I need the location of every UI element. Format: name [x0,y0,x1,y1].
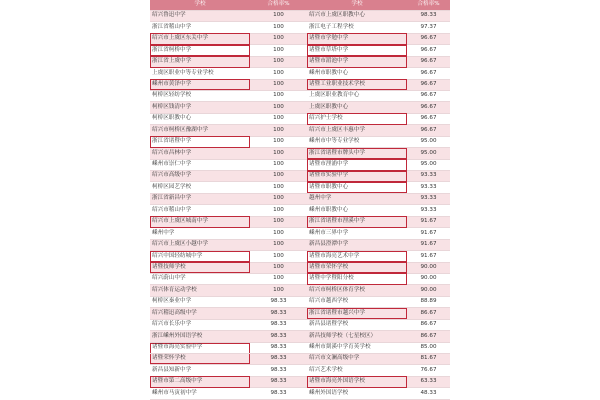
pass-rate-cell: 90.00 [407,285,450,296]
school-name-cell: 浙江省稽山中学 [150,22,250,33]
school-name-cell: 绍兴市稽山中学 [150,205,250,216]
pass-rate-cell: 98.33 [250,308,307,319]
pass-rate-cell: 100 [250,45,307,56]
pass-rate-cell: 98.33 [250,296,307,307]
school-name-cell: 上虞区职教中心 [307,102,407,113]
school-name-cell: 诸暨市学勉中学 [307,33,407,44]
table-row [150,113,307,124]
school-name-cell: 柯桥区秦业中学 [150,296,250,307]
pass-rate-cell: 100 [250,148,307,159]
table-row [150,171,307,182]
table-row [150,273,307,284]
school-name-cell: 新昌县澄潭中学 [307,239,407,250]
table-row [307,342,450,353]
school-name-cell: 绍兴市柯桥区体育学校 [307,285,407,296]
school-name-cell: 绍兴市上虞区小越中学 [150,239,250,250]
school-name-cell: 嵊州市中等专业学校 [307,136,407,147]
school-name-cell: 嵊州中学 [150,228,250,239]
pass-rate-cell: 76.67 [407,365,450,376]
school-name-cell: 柯桥区园艺学校 [150,182,250,193]
school-name-cell: 上虞区职业教育中心 [307,90,407,101]
right-table-body [307,10,450,399]
pass-rate-cell: 93.33 [407,171,450,182]
school-name-cell: 绍兴市上虞区丰惠中学 [307,125,407,136]
school-name-cell: 绍兴市越西学校 [307,296,407,307]
school-name-cell: 诸暨市湄池中学 [307,56,407,67]
pass-rate-cell: 93.33 [407,182,450,193]
school-name-cell: 绍兴市上虞区职教中心 [307,10,407,21]
school-name-cell: 绍兴市柯桥区豫湖中学 [150,125,250,136]
pass-rate-cell: 91.67 [407,239,450,250]
school-name-cell: 嵊州市黄泽中学 [150,79,250,90]
pass-rate-cell: 100 [250,136,307,147]
pass-rate-cell: 100 [250,125,307,136]
table-row [307,45,450,56]
school-name-cell: 绍兴艺术学校 [307,365,407,376]
table-row [150,79,307,90]
table-row [307,193,450,204]
table-row [307,79,450,90]
pass-rate-cell: 98.33 [250,376,307,387]
table-row [150,182,307,193]
pass-rate-cell: 100 [250,22,307,33]
school-name-cell: 绍兴护士学校 [307,113,407,124]
pass-rate-cell: 98.33 [250,331,307,342]
table-row [150,10,307,21]
table-row [307,308,450,319]
school-name-cell: 嵊州市职教中心 [307,205,407,216]
school-name-cell: 绍兴中国轻纺城中学 [150,251,250,262]
table-row [307,239,450,250]
rate-header: 合格率% [250,0,307,10]
table-row [150,331,307,342]
school-name-cell: 浙江省上虞中学 [150,56,250,67]
pass-rate-cell: 91.67 [407,251,450,262]
pass-rate-cell: 100 [250,262,307,273]
pass-rate-cell: 100 [250,193,307,204]
table-row [307,148,450,159]
table-row [150,216,307,227]
school-name-cell: 越州中学 [307,193,407,204]
table-row [150,136,307,147]
table-row [150,68,307,79]
table-row [307,56,450,67]
table-row [150,376,307,387]
pass-rate-cell: 90.00 [407,262,450,273]
table-row [307,136,450,147]
school-name-cell: 诸暨市海亮实验中学 [150,342,250,353]
pass-rate-cell: 98.33 [250,354,307,365]
table-row [150,90,307,101]
pass-rate-cell: 96.67 [407,56,450,67]
pass-rate-cell: 98.33 [250,388,307,400]
table-row [150,342,307,353]
school-name-cell: 柯桥区钱清中学 [150,102,250,113]
table-row [307,388,450,400]
table-row [307,354,450,365]
left-header-row [150,0,307,10]
school-name-cell: 浙江省柯桥中学 [150,45,250,56]
table-row [150,308,307,319]
school-name-cell: 浙江嵊州外国语学校 [150,331,250,342]
pass-rate-cell: 95.00 [407,136,450,147]
table-row [150,262,307,273]
pass-rate-cell: 93.33 [407,205,450,216]
pass-rate-cell: 81.67 [407,354,450,365]
table-row [150,319,307,330]
pass-rate-cell: 48.33 [407,388,450,400]
pass-rate-cell: 85.00 [407,342,450,353]
table-row [307,376,450,387]
school-name-cell: 绍兴鲁迅中学 [150,10,250,21]
pass-rate-cell: 88.89 [407,296,450,307]
pass-rate-cell: 98.33 [250,319,307,330]
right-table [307,0,450,400]
school-name-cell: 嵊州市马寅初中学 [150,388,250,400]
table-row [307,159,450,170]
table-row [150,388,307,400]
school-name-cell: 诸暨市海亮外国语学校 [307,376,407,387]
school-name-cell: 浙江省诸暨市越兴中学 [307,308,407,319]
pass-rate-cell: 96.67 [407,102,450,113]
school-name-cell: 嵊州市职教中心 [307,68,407,79]
table-row [307,216,450,227]
pass-rate-cell: 100 [250,228,307,239]
school-name-cell: 诸暨市实验中学 [307,171,407,182]
pass-rate-cell: 100 [250,273,307,284]
school-name-cell: 新昌县知新中学 [150,365,250,376]
table-row [307,22,450,33]
school-name-cell: 嵊州市崇仁中学 [150,159,250,170]
pass-rate-cell: 98.33 [407,10,450,21]
school-name-cell: 绍兴市长乐中学 [150,319,250,330]
pass-rate-cell: 100 [250,205,307,216]
school-name-cell: 诸暨市浬浦中学 [307,159,407,170]
table-row [150,193,307,204]
table-row [307,365,450,376]
pass-rate-cell: 96.67 [407,68,450,79]
table-row [307,205,450,216]
table-row [307,331,450,342]
school-name-cell: 新昌技师学校（七星校区） [307,331,407,342]
pass-rate-cell: 100 [250,251,307,262]
school-name-cell: 绍兴市高级中学 [150,171,250,182]
pass-rate-cell: 100 [250,239,307,250]
pass-rate-cell: 95.00 [407,148,450,159]
pass-rate-cell: 95.00 [407,159,450,170]
table-row [307,296,450,307]
table-row [150,22,307,33]
table-row [150,228,307,239]
pass-rate-cell: 100 [250,10,307,21]
pass-rate-cell: 100 [250,90,307,101]
school-name-cell: 嵊州外国语学校 [307,388,407,400]
pass-rate-cell: 100 [250,182,307,193]
pass-rate-cell: 98.33 [250,365,307,376]
table-row [150,148,307,159]
table-row [150,285,307,296]
pass-rate-cell: 100 [250,56,307,67]
table-row [150,33,307,44]
table-row [150,45,307,56]
school-name-cell: 柯桥区轻纺学校 [150,90,250,101]
pass-rate-cell: 100 [250,113,307,124]
pass-rate-cell: 93.33 [407,193,450,204]
table-row [307,33,450,44]
school-name-cell: 诸暨技师学校 [150,262,250,273]
table-row [150,125,307,136]
school-name-cell: 绍兴市上虞区城南中学 [150,216,250,227]
table-row [150,56,307,67]
school-name-cell: 浙江省新昌中学 [150,193,250,204]
pass-rate-cell: 86.67 [407,331,450,342]
pass-rate-cell: 98.33 [250,342,307,353]
school-name-cell: 柯桥区职教中心 [150,113,250,124]
school-header: 学校 [150,0,250,10]
pass-rate-cell: 86.67 [407,319,450,330]
school-name-cell: 诸暨市荣怀学校 [307,262,407,273]
pass-rate-cell: 100 [250,102,307,113]
school-name-cell: 绍兴市昌林中学 [150,148,250,159]
table-row [307,171,450,182]
pass-rate-cell: 100 [250,159,307,170]
school-name-cell: 诸暨工业职业技术学校 [307,79,407,90]
pass-rate-sheet [150,0,450,400]
table-row [150,251,307,262]
table-row [307,262,450,273]
school-name-cell: 绍兴蔚山中学 [150,273,250,284]
table-row [150,296,307,307]
table-row [307,273,450,284]
school-name-cell: 上虞区职业中等专业学校 [150,68,250,79]
pass-rate-cell: 100 [250,68,307,79]
school-name-cell: 诸暨市第二高级中学 [150,376,250,387]
pass-rate-cell: 100 [250,285,307,296]
pass-rate-cell: 100 [250,33,307,44]
pass-rate-cell: 96.67 [407,79,450,90]
pass-rate-cell: 96.67 [407,45,450,56]
right-header-row [307,0,450,10]
school-name-cell: 绍兴稽迅高级中学 [150,308,250,319]
pass-rate-cell: 100 [250,79,307,90]
pass-rate-cell: 100 [250,171,307,182]
pass-rate-cell: 96.67 [407,113,450,124]
school-name-cell: 浙江电子工程学校 [307,22,407,33]
table-row [150,102,307,113]
table-row [307,113,450,124]
pass-rate-cell: 96.67 [407,125,450,136]
school-name-cell: 嵊州市三界中学 [307,228,407,239]
table-row [307,10,450,21]
table-row [307,182,450,193]
school-name-cell: 浙江省诸暨市牌头中学 [307,148,407,159]
table-row [307,319,450,330]
table-row [150,365,307,376]
table-row [307,90,450,101]
pass-rate-cell: 97.37 [407,22,450,33]
school-name-cell: 诸暨市海亮艺术中学 [307,251,407,262]
school-name-cell: 诸暨中学暨阳分校 [307,273,407,284]
school-name-cell: 新昌县诸暨学校 [307,319,407,330]
table-row [307,285,450,296]
pass-rate-cell: 100 [250,216,307,227]
table-row [307,251,450,262]
pass-rate-cell: 91.67 [407,216,450,227]
school-header: 学校 [307,0,407,10]
school-name-cell: 嵊州市剡溪中学育英学校 [307,342,407,353]
pass-rate-cell: 96.67 [407,33,450,44]
table-row [150,239,307,250]
school-name-cell: 诸暨市草塔中学 [307,45,407,56]
table-row [150,205,307,216]
school-name-cell: 诸暨荣怀学校 [150,354,250,365]
school-name-cell: 绍兴市上虞区东关中学 [150,33,250,44]
table-row [150,354,307,365]
school-name-cell: 浙江省诸暨中学 [150,136,250,147]
pass-rate-cell: 91.67 [407,228,450,239]
school-name-cell: 浙江省诸暨市浬溪中学 [307,216,407,227]
pass-rate-cell: 96.67 [407,90,450,101]
school-name-cell: 绍兴体育运动学校 [150,285,250,296]
pass-rate-cell: 90.00 [407,273,450,284]
table-row [307,68,450,79]
school-name-cell: 诸暨市职教中心 [307,182,407,193]
left-table [150,0,307,400]
table-row [307,125,450,136]
pass-rate-cell: 63.33 [407,376,450,387]
school-name-cell: 绍兴市文澜高级中学 [307,354,407,365]
table-row [150,159,307,170]
left-table-body [150,10,307,399]
rate-header: 合格率% [407,0,450,10]
table-row [307,102,450,113]
pass-rate-cell: 86.67 [407,308,450,319]
table-row [307,228,450,239]
